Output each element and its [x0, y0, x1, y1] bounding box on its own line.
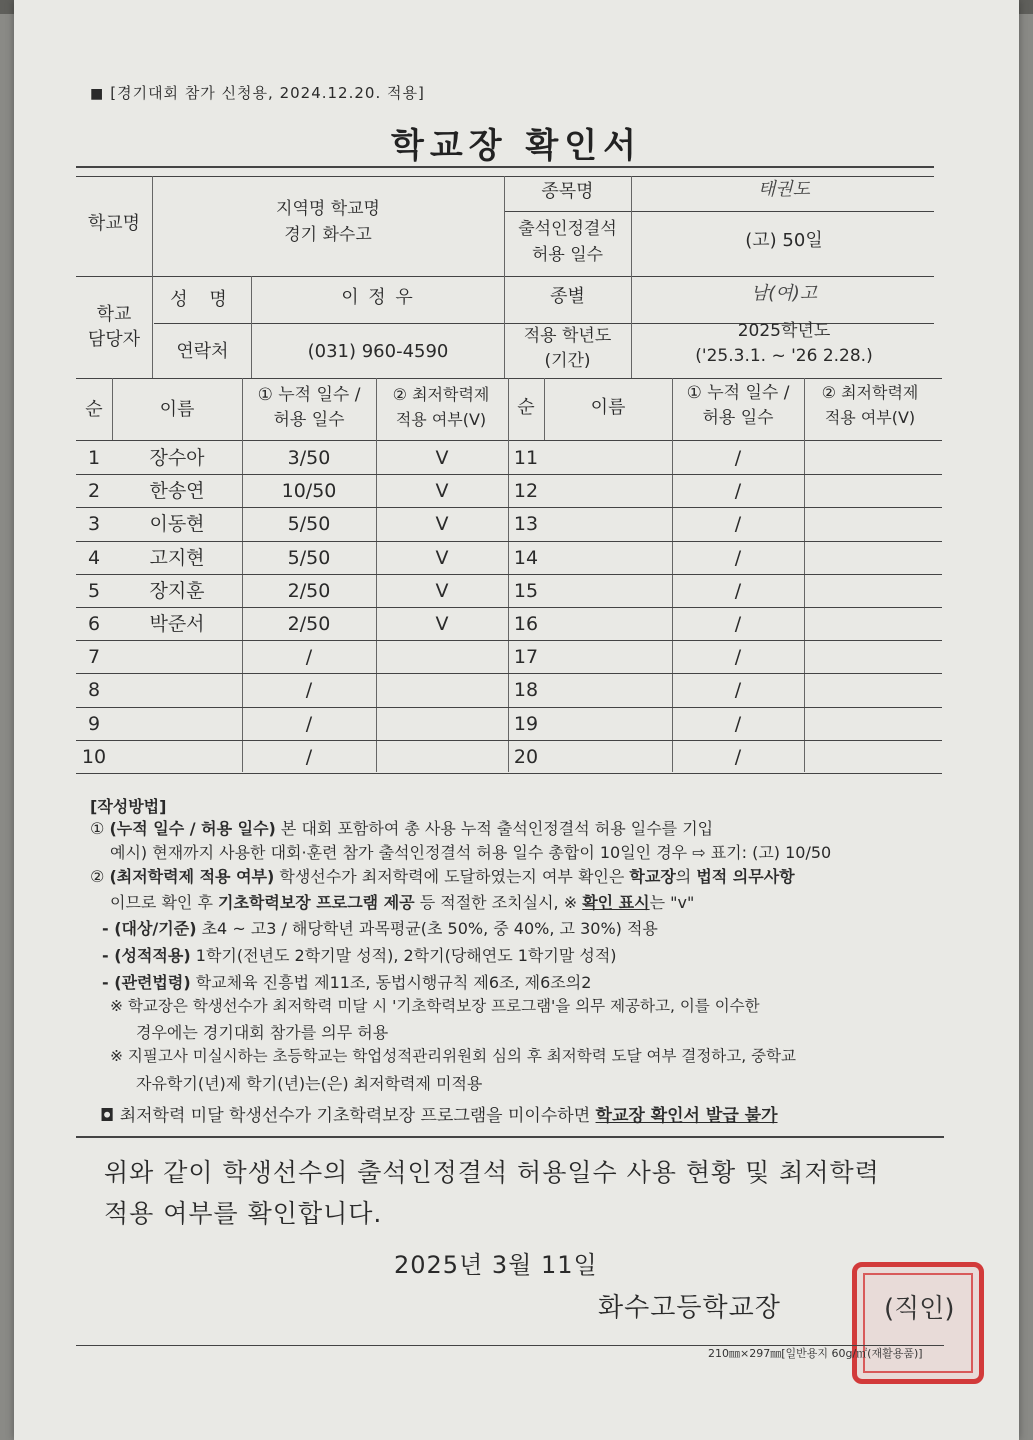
year-label-2: (기간) — [544, 351, 591, 371]
col-days-left-2: 허용 일수 — [273, 410, 345, 430]
col-no-left: 순 — [85, 399, 103, 420]
issue-date: 2025년 3월 11일 — [394, 1251, 598, 1279]
student-no-cell: 6 — [87, 613, 101, 635]
guide-heading: [작성방법] — [90, 797, 167, 816]
year-label-1: 적용 학년도 — [523, 326, 612, 346]
paper-spec-footer: 210㎜×297㎜[일반용지 60g/㎡(재활용품)] — [708, 1347, 923, 1360]
student-no-cell: 18 — [513, 679, 539, 702]
sport-label: 종목명 — [541, 181, 594, 202]
student-no-cell: 12 — [513, 480, 539, 503]
gender-label: 종별 — [550, 286, 585, 307]
student-no-cell: 10 — [81, 745, 107, 768]
col-days-right-2: 허용 일수 — [702, 408, 774, 428]
col-min-left-2: 적용 여부(V) — [395, 410, 487, 429]
student-check-cell: V — [435, 613, 449, 635]
student-days-cell: / — [734, 646, 742, 669]
guide-line-11: 자유학기(년)제 학기(년)는(은) 최저학력제 미적용 — [136, 1074, 483, 1093]
school-label: 학교명 — [87, 213, 141, 234]
student-no-cell: 1 — [87, 447, 101, 469]
student-no-cell: 2 — [87, 480, 101, 503]
guide-line-3: ② (최저학력제 적용 여부) 학생선수가 최저학력에 도달하였는지 여부 확인은 학교장의 법적 의무사항 — [90, 867, 795, 886]
student-check-cell: V — [435, 579, 449, 602]
student-days-cell: / — [734, 579, 742, 602]
student-no-cell: 8 — [87, 679, 101, 702]
student-days-cell: 3/50 — [287, 447, 331, 469]
manager-label-2: 담당자 — [87, 329, 141, 350]
student-check-cell: V — [435, 447, 449, 469]
principal-signature: 화수고등학교장 — [598, 1293, 781, 1323]
guide-line-5: - (대상/기준) 초4 ~ 고3 / 해당학년 과목평균(초 50%, 중 40%, 고 30%) 적용 — [102, 919, 658, 938]
student-days-cell: 5/50 — [287, 546, 331, 569]
student-days-cell: 5/50 — [287, 513, 331, 536]
col-name-right: 이름 — [590, 397, 626, 418]
document-page — [14, 0, 1019, 1440]
contact-value: (031) 960-4590 — [307, 341, 449, 362]
student-days-cell: / — [734, 745, 742, 768]
seal-label: (직인) — [884, 1294, 955, 1324]
student-days-cell: 2/50 — [287, 579, 331, 602]
student-days-cell: / — [734, 480, 742, 503]
student-no-cell: 14 — [513, 546, 539, 569]
student-days-cell: / — [734, 447, 742, 469]
gender-value: 남(여)고 — [750, 283, 818, 304]
student-check-cell: V — [435, 513, 449, 536]
student-check-cell: V — [435, 480, 449, 503]
student-name-cell: 고지현 — [149, 546, 205, 569]
student-no-cell: 4 — [87, 546, 101, 569]
col-days-right-1: ① 누적 일수 / — [686, 383, 790, 403]
student-no-cell: 9 — [87, 712, 101, 735]
student-no-cell: 7 — [87, 646, 101, 669]
form-header-note: ■ [경기대회 참가 신청용, 2024.12.20. 적용] — [90, 84, 425, 102]
guide-line-1: ① (누적 일수 / 허용 일수) 본 대회 포함하여 총 사용 누적 출석인정결석 허용 일수를 기입 — [90, 819, 714, 838]
guide-warning: ◘ 최저학력 미달 학생선수가 기초학력보장 프로그램을 미이수하면 학교장 확인서 발급 불가 — [100, 1106, 778, 1126]
school-name: 경기 화수고 — [284, 225, 372, 245]
year-period: ('25.3.1. ~ '26 2.28.) — [695, 346, 873, 366]
student-days-cell: / — [734, 679, 742, 702]
col-no-right: 순 — [517, 397, 535, 418]
student-no-cell: 3 — [87, 513, 101, 536]
student-name-cell: 장수아 — [149, 447, 205, 469]
col-name-left: 이름 — [159, 399, 195, 420]
attendance-label-1: 출석인정결석 — [518, 219, 617, 239]
col-min-right-2: 적용 여부(V) — [824, 408, 916, 427]
guide-line-6: - (성적적용) 1학기(전년도 2학기말 성적), 2학기(당해연도 1학기말 성적) — [102, 946, 617, 965]
sport-value: 태권도 — [757, 179, 811, 200]
student-name-cell: 장지훈 — [149, 579, 205, 602]
student-no-cell: 13 — [513, 513, 539, 536]
guide-line-9: 경우에는 경기대회 참가를 의무 허용 — [136, 1023, 389, 1042]
guide-line-4: 이므로 확인 후 기초학력보장 프로그램 제공 등 적절한 조치실시, ※ 확인 표시는 "v" — [110, 893, 695, 912]
student-days-cell: / — [734, 546, 742, 569]
student-days-cell: / — [305, 712, 313, 735]
name-label: 성 명 — [170, 289, 235, 310]
student-name-cell: 이동현 — [149, 513, 205, 536]
contact-label: 연락처 — [176, 341, 229, 362]
student-check-cell: V — [435, 546, 449, 569]
student-no-cell: 5 — [87, 579, 101, 602]
manager-name: 이 정 우 — [341, 287, 415, 308]
guide-line-2: 예시) 현재까지 사용한 대회·훈련 참가 출석인정결석 허용 일수 총합이 10일인 경우 ⇨ 표기: (고) 10/50 — [110, 843, 832, 862]
student-days-cell: / — [734, 712, 742, 735]
student-days-cell: / — [305, 679, 313, 702]
student-no-cell: 15 — [513, 579, 539, 602]
guide-line-10: ※ 지필고사 미실시하는 초등학교는 학업성적관리위원회 심의 후 최저학력 도달 여부 결정하고, 중학교 — [110, 1047, 797, 1065]
guide-line-7: - (관련법령) 학교체육 진흥법 제11조, 동법시행규칙 제6조, 제6조의2 — [102, 973, 592, 992]
school-caption: 지역명 학교명 — [276, 199, 380, 219]
attendance-days-value: (고) 50일 — [745, 230, 823, 251]
student-no-cell: 11 — [513, 447, 539, 469]
warning-icon: ◘ — [100, 1106, 115, 1126]
document-title: 학교장 확인서 — [391, 126, 642, 166]
col-days-left-1: ① 누적 일수 / — [257, 385, 361, 405]
student-name-cell: 한송연 — [149, 480, 205, 503]
student-days-cell: 10/50 — [281, 480, 337, 503]
confirmation-statement: 위와 같이 학생선수의 출석인정결석 허용일수 사용 현황 및 최저학력 적용 여부를 확인합니다. — [104, 1158, 880, 1229]
manager-label-1: 학교 — [96, 304, 132, 325]
col-min-left-1: ② 최저학력제 — [392, 385, 490, 404]
student-days-cell: / — [305, 646, 313, 669]
student-days-cell: / — [734, 513, 742, 536]
guide-line-8: ※ 학교장은 학생선수가 최저학력 미달 시 '기초학력보장 프로그램'을 의무 제공하고, 이를 이수한 — [110, 997, 760, 1015]
student-days-cell: / — [305, 745, 313, 768]
student-no-cell: 17 — [513, 646, 539, 669]
attendance-label-2: 허용 일수 — [531, 245, 604, 265]
student-days-cell: 2/50 — [287, 613, 331, 635]
student-no-cell: 16 — [513, 613, 539, 635]
student-days-cell: / — [734, 613, 742, 635]
col-min-right-1: ② 최저학력제 — [821, 383, 919, 402]
student-name-cell: 박준서 — [149, 613, 205, 635]
year-value: 2025학년도 — [737, 321, 831, 341]
student-no-cell: 20 — [513, 745, 539, 768]
student-no-cell: 19 — [513, 712, 539, 735]
